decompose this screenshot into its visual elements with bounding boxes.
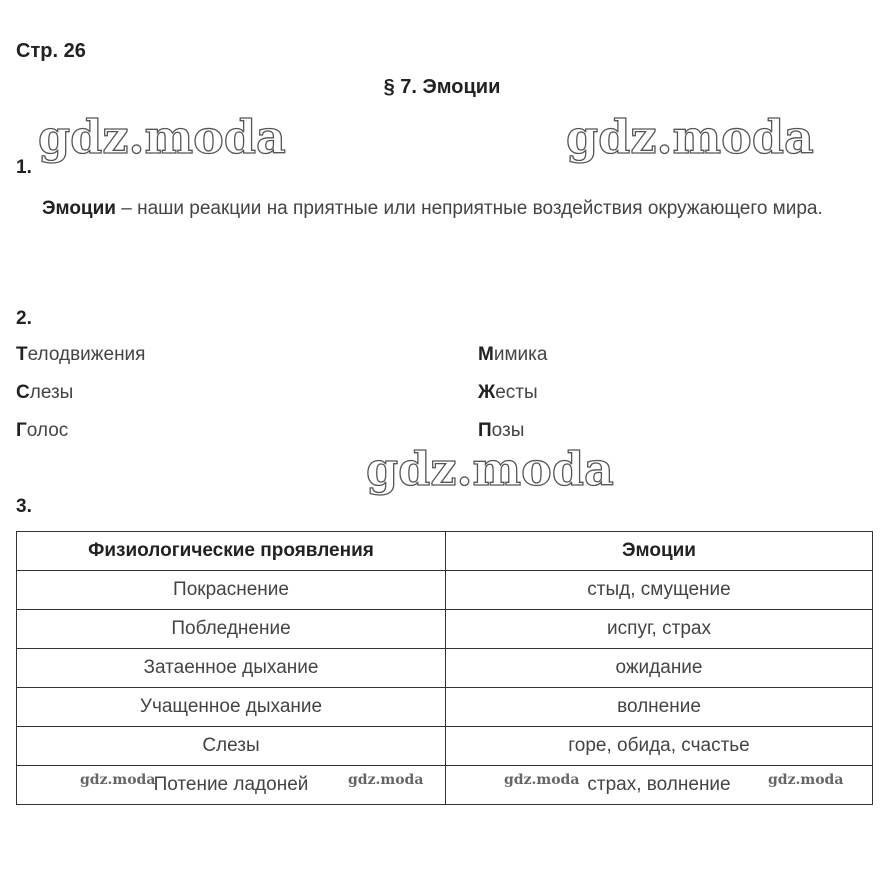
table-row bbox=[17, 571, 873, 610]
definition-term: Эмоции bbox=[42, 198, 116, 219]
task-1-number: 1. bbox=[16, 157, 32, 178]
watermark-logo: gdz.moda bbox=[80, 772, 156, 788]
table-cell: Слезы bbox=[17, 727, 446, 766]
watermark-logo: gdz.moda bbox=[566, 110, 814, 164]
table-cell: Учащенное дыхание bbox=[17, 688, 446, 727]
list-item: Голос bbox=[16, 420, 69, 441]
table-cell: страх, волнение bbox=[446, 766, 873, 805]
table-cell: Покраснение bbox=[17, 571, 446, 610]
watermark-logo: gdz.moda bbox=[348, 772, 424, 788]
page-label: Стр. 26 bbox=[16, 40, 86, 62]
watermark-logo: gdz.moda bbox=[366, 442, 614, 496]
table-row bbox=[17, 688, 873, 727]
table-cell: Затаенное дыхание bbox=[17, 649, 446, 688]
column-header: Физиологические проявления bbox=[17, 532, 446, 571]
table-cell: волнение bbox=[446, 688, 873, 727]
table-cell: Побледнение bbox=[17, 610, 446, 649]
definition-paragraph bbox=[16, 190, 876, 228]
watermark-logo: gdz.moda bbox=[504, 772, 580, 788]
task-3-number: 3. bbox=[16, 496, 32, 517]
list-item: Мимика bbox=[478, 344, 548, 365]
list-item: Слезы bbox=[16, 382, 74, 403]
table-cell: Потение ладоней bbox=[17, 766, 446, 805]
definition-text: – наши реакции на приятные или неприятные воздействия окружающего мира. bbox=[115, 198, 823, 219]
table-row bbox=[17, 727, 873, 766]
list-item: Жесты bbox=[478, 382, 538, 403]
emotions-table bbox=[16, 531, 873, 805]
table-row bbox=[17, 649, 873, 688]
table-cell: горе, обида, счастье bbox=[446, 727, 873, 766]
table-cell: ожидание bbox=[446, 649, 873, 688]
table-cell: испуг, страх bbox=[446, 610, 873, 649]
column-header: Эмоции bbox=[446, 532, 873, 571]
table-row bbox=[17, 610, 873, 649]
watermark-logo: gdz.moda bbox=[38, 110, 286, 164]
table-header-row bbox=[17, 532, 873, 571]
section-title: § 7. Эмоции bbox=[383, 76, 501, 98]
watermark-logo: gdz.moda bbox=[768, 772, 844, 788]
list-item: Позы bbox=[478, 420, 525, 441]
table-cell: стыд, смущение bbox=[446, 571, 873, 610]
list-item: Телодвижения bbox=[16, 344, 146, 365]
task-2-number: 2. bbox=[16, 308, 32, 329]
